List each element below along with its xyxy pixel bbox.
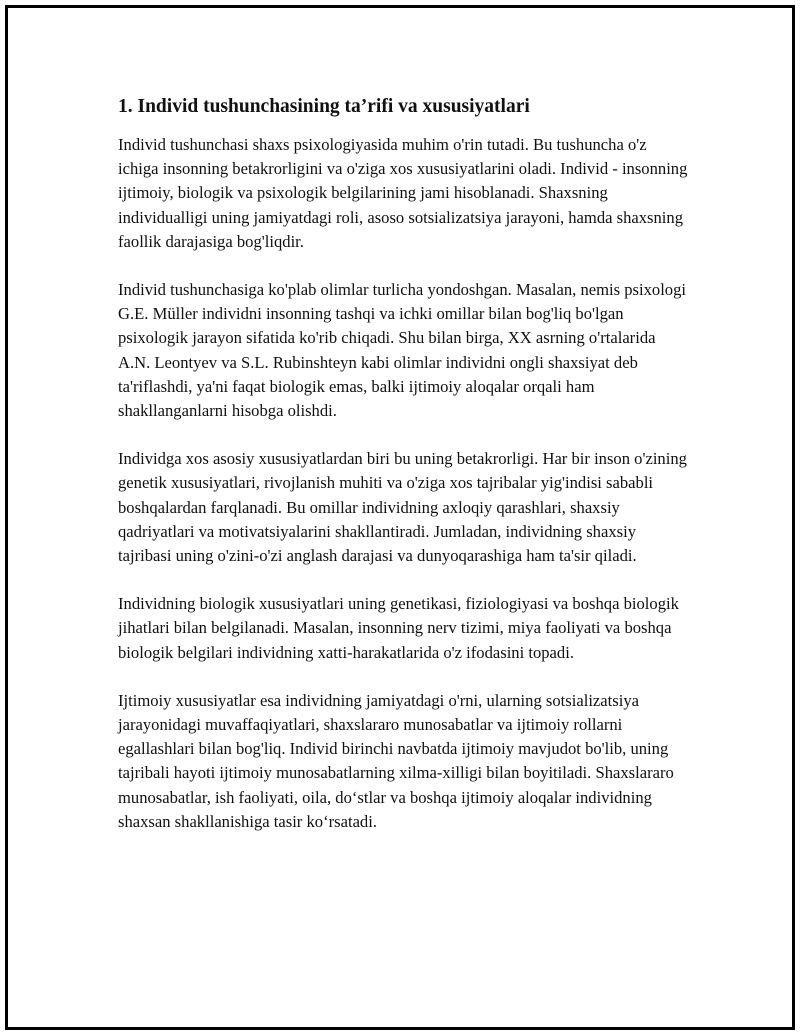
paragraph-4: Individning biologik xususiyatlari uning genetikasi, fiziologiyasi va boshqa biologik jihatlari bilan belgilanadi. Masalan, insonning nerv tizimi, miya faoliyati va boshqa biologik belgilari individning xatti-harakatlarida o'z ifodasini topadi. — [118, 594, 679, 662]
paragraph-3: Individga xos asosiy xususiyatlardan biri bu uning betakrorligi. Har bir inson o'zining genetik xususiyatlari, rivojlanish muhiti va o'ziga xos tajribalar yig'indisi sababli boshqalardan farqlanadi. Bu omillar individning axloqiy qarashlari, shaxsiy qadriyatlari va motivatsiyalarini shakllantiradi. Jumladan, individning shaxsiy tajribasi uning o'zini-o'zi anglash darajasi va dunyoqarashiga ham ta'sir qiladi. — [118, 449, 687, 566]
paragraph-5: Ijtimoiy xususiyatlar esa individning jamiyatdagi o'rni, ularning sotsializatsiya jarayonidagi muvaffaqiyatlari, shaxslararo munosabatlar va ijtimoiy rollarni egallashlari bilan bog'liq. Individ birinchi navbatda ijtimoiy mavjudot bo'lib, uning tajribali hayoti ijtimoiy munosabatlarning xilma-xilligi bilan boyitiladi. Shaxslararo munosabatlar, ish faoliyati, oila, do‘stlar va boshqa ijtimoiy aloqalar individning shaxsan shakllanishiga tasir ko‘rsatadi. — [118, 690, 674, 831]
section-heading: 1. Individ tushunchasining ta’rifi va xususiyatlari — [118, 96, 530, 117]
paragraph-2: Individ tushunchasiga ko'plab olimlar turlicha yondoshgan. Masalan, nemis psixologi G.E. Müller individni insonning tashqi va ichki omillar bilan bog'liq bo'lgan psixologik jarayon sifatida ko'rib chiqadi. Shu bilan birga, XX asrning o'rtalarida A.N. Leontyev va S.L. Rubinshteyn kabi olimlar individni ongli shaxsiyat deb ta'riflashdi, ya'ni faqat biologik emas, balki ijtimoiy aloqalar orqali ham shakllanganlarni hisobga olishdi. — [118, 280, 687, 421]
paragraph-1: Individ tushunchasi shaxs psixologiyasida muhim o'rin tutadi. Bu tushuncha o'z ichiga insonning betakrorligini va o'ziga xos xususiyatlarini oladi. Individ - insonning ijtimoiy, biologik va psixologik belgilarining jami hisoblanadi. Shaxsning individualligi uning jamiyatdagi roli, asoso sotsializatsiya jarayoni, hamda shaxsning faollik darajasiga bog'liqdir. — [118, 135, 688, 251]
document-body — [118, 94, 690, 858]
